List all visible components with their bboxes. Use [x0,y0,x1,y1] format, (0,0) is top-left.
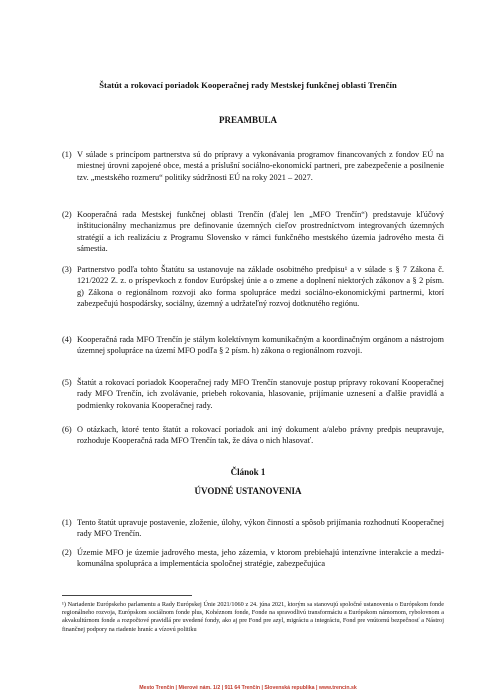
item-number: (3) [62,265,72,274]
preamble-item-6 [62,424,444,447]
item-text: V súlade s princípom partnerstva sú do prípravy a vykonávania programov financovaných z fondov EÚ na miestnej úrovni zapojené obce, mestá a príslušní sociálno-ekonomickí partneri, pre zabezpečenie a posilnenie tzv. „mestského rozmeru“ politiky súdržnosti EÚ na roky 2021 – 2027. [77,150,444,182]
article-number: Článok 1 [230,467,266,477]
preamble-item-4 [62,334,444,357]
item-text: O otázkach, ktoré tento štatút a rokovací poriadok ani iný dokument a/alebo právny predpis neupravuje, rozhoduje Kooperačná rada MFO Trenčín tak, že dáva o nich hlasovať. [77,425,444,446]
article-item-1 [62,517,444,540]
article-heading: ÚVODNÉ USTANOVENIA [194,486,302,496]
page-footer: Mesto Trenčín | Mierové nám. 1/2 | 911 64 Trenčín | Slovenská republika | www.trencin.sk [139,685,357,691]
item-text: Tento štatút upravuje postavenie, zloženie, úlohy, výkon činností a spôsob prijímania rozhodnutí Kooperačnej rady MFO Trenčín. [77,518,444,539]
item-text: Štatút a rokovací poriadok Kooperačnej rady MFO Trenčín stanovuje postup prípravy rokovaní Kooperačnej rady MFO Trenčín, ich zvolávanie, priebeh rokovania, hlasovanie, prijímanie uznesení a ďalšie pravidlá a podmienky rokovania Kooperačnej rady. [77,378,444,410]
item-number: (2) [62,210,72,219]
item-number: (5) [62,378,72,387]
item-number: (6) [62,425,72,434]
item-text: Územie MFO je územie jadrového mesta, jeho zázemia, v ktorom prebiehajú intenzívne interakcie a medzi-komunálna spolupráca a implementácia spoločnej stratégie, zabezpečujúca [77,548,444,569]
document-title: Štatút a rokovací poriadok Kooperačnej rady Mestskej funkčnej oblasti Trenčín [99,80,397,90]
footnote-divider [62,595,192,596]
item-text: Partnerstvo podľa tohto Štatútu sa ustanovuje na základe osobitného predpisu¹ a v súlade s § 7 Zákona č. 121/2022 Z. z. o príspevkoch z fondov Európskej únie a o zmene a doplnení niektorých zákonov a § 2 písm. g) Zákona o regionálnom rozvoji ako forma spolupráce medzi sociálno-ekonomickými partnermi, ktorí zabezpečujú hospodársky, sociálny, územný a udržateľný rozvoj dotknutého regiónu. [77,265,444,309]
item-number: (1) [62,518,72,527]
item-number: (2) [62,548,72,557]
item-text: Kooperačná rada Mestskej funkčnej oblasti Trenčín (ďalej len „MFO Trenčín“) predstavuje kľúčový inštitucionálny mechanizmus pre definovanie územných cieľov prostredníctvom integrovaných územných stratégií a ich realizáciu z Programu Slovensko v rámci funkčného mestského územia jadrového mesta či sámestia. [77,210,444,254]
preamble-item-2 [62,209,444,255]
preamble-heading: PREAMBULA [219,115,277,125]
preamble-item-3 [62,264,444,310]
item-number: (1) [62,150,72,159]
footnote: ¹) Nariadenie Európskeho parlamentu a Rady Európskej Únie 2021/1060 z 24. júna 2021, ktorým sa stanovujú spoločné ustanovenia o Európskom fonde regionálneho rozvoja, Európskom sociálnom fonde plus, Kohéznom fonde, Fonde na spravodlivú transformáciu a Európskom námornom, rybolovnom a akvakultúrnom fonde a rozpočtové pravidlá pre uvedené fondy, ako aj pre Fond pre azyl, migráciu a integráciu, Fond pre vnútornú bezpečnosť a Nástroj finančnej podpory na riadenie hraníc a vízovú politiku [62,601,444,633]
preamble-item-5 [62,377,444,411]
item-text: Kooperačná rada MFO Trenčín je stálym kolektívnym komunikačným a koordinačným orgánom a nástrojom územnej spolupráce na území MFO podľa § 2 písm. h) zákona o regionálnom rozvoji. [77,335,444,356]
article-item-2 [62,547,444,570]
preamble-item-1 [62,149,444,183]
item-number: (4) [62,335,72,344]
